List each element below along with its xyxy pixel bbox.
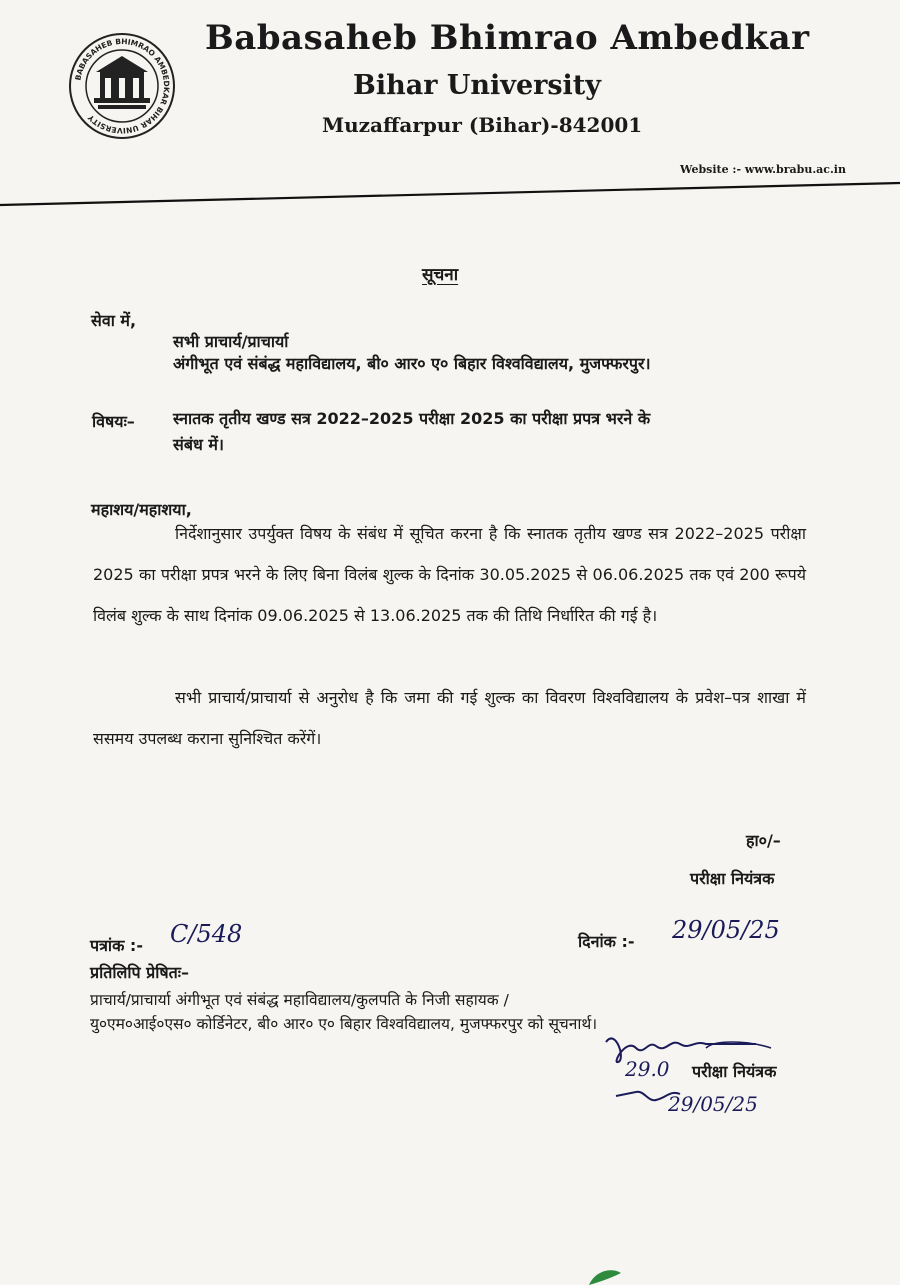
notice-paragraph-1	[93, 513, 806, 636]
university-address: Muzaffarpur (Bihar)-842001	[322, 113, 643, 137]
logo-ring-text: BABASAHEB BHIMRAO AMBEDKAR BIHAR UNIVERSITY	[73, 36, 172, 136]
signed-designation: परीक्षा नियंत्रक	[692, 1062, 777, 1081]
university-name-line2: Bihar University	[353, 70, 601, 101]
signed-mark: हा०/–	[746, 831, 781, 850]
notice-paragraph-2	[93, 677, 806, 759]
subject-label: विषयः–	[92, 412, 135, 431]
letter-no-label: पत्रांक :-	[90, 936, 143, 955]
website-text: Website :- www.brabu.ac.in	[680, 163, 846, 176]
signatory-designation: परीक्षा नियंत्रक	[690, 869, 775, 888]
recipient-line1: सभी प्राचार्य/प्राचार्या	[173, 332, 289, 351]
notice-heading: सूचना	[422, 265, 459, 285]
notice-paragraph-1-text: निर्देशानुसार उपर्युक्त विषय के संबंध में सूचित करना है कि स्नातक तृतीय खण्ड सत्र 2022–2025 परीक्षा 2025 का परीक्षा प्रपत्र भरने के लिए बिना विलंब शुल्क के दिनांक 30.05.2025 से 06.06.2025 तक एवं 200 रूपये विलंब शुल्क के साथ दिनांक 09.06.2025 से 13.06.2025 तक की तिथि निर्धारित की गई है।	[93, 524, 806, 625]
date-label: दिनांक :-	[578, 932, 635, 951]
header-divider	[0, 181, 900, 207]
signature-date: 29.0	[625, 1057, 670, 1081]
copy-to-label: प्रतिलिपि प्रेषितः–	[90, 963, 190, 982]
recipient-line2: अंगीभूत एवं संबंद्ध महाविद्यालय, बी० आर० ए० बिहार विश्वविद्यालय, मुजफ्फरपुर।	[173, 354, 651, 373]
subject-line1: स्नातक तृतीय खण्ड सत्र 2022–2025 परीक्षा 2025 का परीक्षा प्रपत्र भरने के	[173, 409, 651, 428]
greeting: महाशय/महाशया,	[91, 500, 192, 519]
university-name-line1: Babasaheb Bhimrao Ambedkar	[205, 18, 810, 58]
handwritten-date: 29/05/25	[668, 1092, 758, 1116]
copy-line2: यु०एम०आई०एस० कोर्डिनेटर, बी० आर० ए० बिहार विश्वविद्यालय, मुजफ्फरपुर को सूचनार्थ।	[90, 1015, 598, 1033]
salutation-to: सेवा में,	[91, 311, 137, 330]
subject-line2: संबंध में।	[173, 435, 224, 454]
notice-paragraph-2-text: सभी प्राचार्य/प्राचार्या से अनुरोध है कि जमा की गई शुल्क का विवरण विश्वविद्यालय के प्रवेश–पत्र शाखा में ससमय उपलब्ध कराना सुनिश्चित करेंगें।	[93, 688, 806, 748]
leaf-icon	[585, 1265, 625, 1285]
copy-line1: प्राचार्य/प्राचार्या अंगीभूत एवं संबंद्ध महाविद्यालय/कुलपति के निजी सहायक /	[90, 991, 509, 1009]
date-value: 29/05/25	[672, 916, 780, 944]
letter-no-value: C/548	[170, 920, 243, 948]
university-seal-icon	[68, 32, 176, 140]
